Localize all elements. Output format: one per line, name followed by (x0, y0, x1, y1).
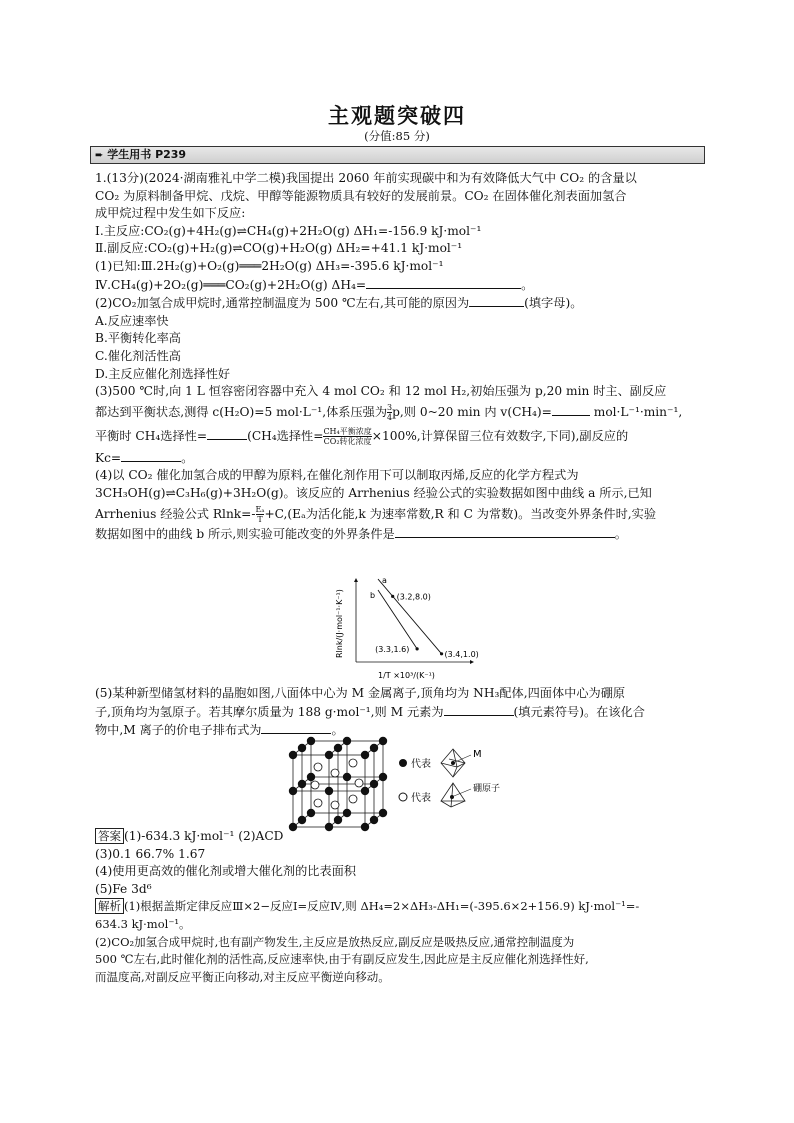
metal-atom (379, 809, 387, 817)
metal-atom (379, 773, 387, 781)
option-d: D.主反应催化剂选择性好 (95, 366, 231, 381)
point-label: (3.2,8.0) (396, 592, 431, 602)
page-title: 主观题突破四 (328, 104, 466, 128)
q5-line-3: 物中,M 离子的价电子排布式为 。 (95, 723, 344, 738)
q2-text: (2)CO₂加氢合成甲烷时,通常控制温度为 500 ℃左右,其可能的原因为 (95, 296, 470, 311)
data-point (416, 647, 419, 650)
y-axis-label: Rlnk/(J·mol⁻¹·K⁻¹) (335, 589, 344, 658)
analysis-line-5: 而温度高,对副反应平衡正向移动,对主反应平衡逆向移动。 (95, 969, 390, 984)
metal-atom (343, 809, 351, 817)
point-label: (3.3,1.6) (375, 644, 410, 654)
frac-den: CO₂转化浓度 (323, 436, 372, 446)
q2-stem (95, 294, 707, 313)
analysis-1: (1)根据盖斯定律反应Ⅲ×2−反应Ⅰ=反应Ⅳ,则 ΔH₄=2×ΔH₃-ΔH₁=(-395.6×2+156.9) kJ·mol⁻¹=- (124, 899, 640, 914)
x-axis-arrow (470, 660, 474, 664)
metal-atom (325, 787, 333, 795)
analysis-line-2: 634.3 kJ·mol⁻¹。 (95, 916, 191, 931)
answer-line-3: (4)使用更高效的催化剂或增大催化剂的比表面积 (95, 864, 357, 879)
q2-tail: (填字母)。 (524, 296, 583, 311)
answer-line-4: (5)Fe 3d⁶ (95, 881, 152, 896)
tetrahedron-center-icon (450, 795, 454, 799)
answer-blank-8[interactable] (261, 721, 331, 734)
crystal-cell-figure (285, 735, 525, 831)
q3-line-3-a: 平衡时 CH₄选择性= (95, 428, 208, 443)
reaction-3: (1)已知:Ⅲ.2H₂(g)+O₂(g)═══2H₂O(g) ΔH₃=-395.6 kJ·mol⁻¹ (95, 258, 444, 273)
point-label: (3.4,1.0) (444, 649, 479, 659)
borohydride-atom (349, 759, 357, 767)
metal-atom (289, 787, 297, 795)
frac-den: T (257, 514, 263, 524)
metal-atom (298, 816, 306, 824)
q1-intro: 1.(13分)(2024·湖南雅礼中学二模)我国提出 2060 年前实现碳中和为有效降低大气中 CO₂ 的含量以 (95, 171, 637, 185)
frac-num: 3 (387, 402, 393, 412)
arrow-right-icon: ➨ (95, 150, 104, 161)
metal-atom (361, 751, 369, 759)
metal-atom (343, 737, 351, 745)
legend-2: 代表 (411, 793, 431, 804)
answer-line-1 (95, 828, 707, 846)
option-a: A.反应速率快 (95, 313, 169, 328)
data-point (440, 652, 443, 655)
q1-intro-3: 成甲烷过程中发生如下反应: (95, 206, 246, 221)
reaction-4: Ⅳ.CH₄(g)+2O₂(g)═══CO₂(g)+2H₂O(g) ΔH₄= 。 (95, 277, 534, 292)
series-label: a (382, 576, 387, 586)
q3-line-2-b: p,则 0~20 min 内 v(CH₄)= (392, 404, 552, 419)
answer-blank-5[interactable] (121, 449, 181, 462)
analysis-line-3: (2)CO₂加氢合成甲烷时,也有副产物发生,主反应是放热反应,副反应是吸热反应,通常控制温度为 (95, 934, 575, 949)
frac-num: Eₐ (255, 504, 265, 514)
y-axis-arrow (354, 578, 358, 582)
answer-blank-7[interactable] (444, 703, 514, 716)
metal-atom (370, 816, 378, 824)
q5-line-2-b: (填元素符号)。在该化合 (513, 704, 645, 719)
question-body (95, 170, 707, 543)
answer-tag: 答案 (95, 828, 124, 844)
metal-atom (370, 744, 378, 752)
borohydride-atom (314, 763, 322, 771)
q3-line-3 (95, 423, 707, 449)
data-point (391, 595, 394, 598)
metal-atom (298, 744, 306, 752)
q5-line-1: (5)某种新型储氢材料的晶胞如图,八面体中心为 M 金属离子,顶角均为 NH₃配体,四面体中心为硼原 (95, 686, 626, 700)
borohydride-atom (355, 779, 363, 787)
legend-1: 代表 (411, 759, 431, 770)
answer-1: (1)-634.3 kJ·mol⁻¹ (2)ACD (124, 829, 284, 843)
answer-blank-3[interactable] (552, 403, 590, 416)
book-reference: 学生用书 P239 (107, 148, 187, 161)
reaction-1: Ⅰ.主反应:CO₂(g)+4H₂(g)⇌CH₄(g)+2H₂O(g) ΔH₁=-156.9 kJ·mol⁻¹ (95, 223, 482, 238)
label-boron: 硼原子 (473, 784, 501, 794)
answer-blank-2[interactable] (469, 294, 524, 307)
series-label: b (370, 591, 376, 601)
reaction-2: Ⅱ.副反应:CO₂(g)+H₂(g)⇌CO(g)+H₂O(g) ΔH₂=+41.1 kJ·mol⁻¹ (95, 241, 463, 256)
borohydride-icon (399, 793, 407, 801)
metal-atom (325, 751, 333, 759)
frac-den: 4 (387, 412, 393, 422)
q3-line-3-c: ×100%,计算保留三位有效数字,下同),副反应的 (371, 428, 629, 443)
metal-atom (343, 773, 351, 781)
answer-blank-6[interactable] (395, 525, 615, 538)
page-subtitle: (分值:85 分) (364, 129, 430, 143)
arrhenius-chart (330, 576, 479, 680)
answer-blank-4[interactable] (207, 427, 247, 440)
reaction-4-text: Ⅳ.CH₄(g)+2O₂(g)═══CO₂(g)+2H₂O(g) ΔH₄= (95, 277, 367, 292)
borohydride-atom (311, 781, 319, 789)
option-b: B.平衡转化率高 (95, 331, 181, 346)
analysis-line-4: 500 ℃左右,此时催化剂的活性高,反应速率快,由于有副反应发生,因此应是主反应催化剂选择性好, (95, 952, 589, 967)
metal-atom (307, 809, 315, 817)
q4-line-1: (4)以 CO₂ 催化加氢合成的甲醇为原料,在催化剂作用下可以制取丙烯,反应的化学方程式为 (95, 468, 579, 483)
metal-atom (334, 744, 342, 752)
q4-line-3-b: +C,(Eₐ为活化能,k 为速率常数,R 和 C 为常数)。当改变外界条件时,实验 (264, 506, 657, 521)
option-c: C.催化剂活性高 (95, 348, 181, 363)
metal-atom (334, 816, 342, 824)
q4-line-4-text: 数据如图中的曲线 b 所示,则实验可能改变的外界条件是 (95, 526, 395, 541)
borohydride-atom (349, 795, 357, 803)
q1-intro-2: CO₂ 为原料制备甲烷、戊烷、甲醇等能源物质具有较好的发展前景。CO₂ 在固体催化剂表面加氢合 (95, 188, 627, 203)
q4-line-4: 数据如图中的曲线 b 所示,则实验可能改变的外界条件是 。 (95, 526, 627, 541)
q3-line-3-b: (CH₄选择性= (247, 428, 324, 443)
label-m: M (473, 749, 482, 760)
metal-atom (298, 780, 306, 788)
x-axis-label: 1/T ×10³/(K⁻¹) (378, 671, 435, 680)
q4-line-3 (95, 503, 707, 525)
q5-line-2 (95, 703, 707, 722)
cell-lattice (293, 741, 383, 827)
q5-line-3-a: 物中,M 离子的价电子排布式为 (95, 723, 262, 738)
analysis-line-1 (95, 898, 707, 916)
metal-ion-icon (399, 759, 407, 767)
octahedron-center-icon (451, 761, 455, 765)
answer-line-2: (3)0.1 66.7% 1.67 (95, 846, 206, 861)
q3-line-2 (95, 401, 707, 423)
q4-line-3-a: Arrhenius 经验公式 Rlnk=- (95, 506, 256, 521)
book-reference-bar (90, 146, 705, 164)
fraction-selectivity (323, 427, 371, 446)
frac-num: CH₄平衡浓度 (323, 426, 372, 436)
metal-atom (307, 737, 315, 745)
series-a-line (378, 579, 442, 654)
q3-line-1: (3)500 ℃时,向 1 L 恒容密闭容器中充入 4 mol CO₂ 和 12 mol H₂,初始压强为 p,20 min 时主、副反应 (95, 384, 667, 399)
borohydride-atom (331, 769, 339, 777)
metal-atom (370, 780, 378, 788)
metal-atom (361, 787, 369, 795)
borohydride-atom (314, 799, 322, 807)
analysis-tag: 解析 (95, 898, 124, 914)
answer-blank-1[interactable] (366, 276, 521, 289)
q4-line-2: 3CH₃OH(g)⇌C₃H₆(g)+3H₂O(g)。该反应的 Arrhenius 经验公式的实验数据如图中曲线 a 所示,已知 (95, 485, 652, 500)
kc-label: Kc= (95, 450, 122, 465)
borohydride-atom (331, 801, 339, 809)
q5-line-2-a: 子,顶角均为氢原子。若其摩尔质量为 188 g·mol⁻¹,则 M 元素为 (95, 704, 444, 719)
q5-body (95, 685, 707, 740)
metal-atom (379, 737, 387, 745)
metal-atom (289, 751, 297, 759)
answer-section (95, 828, 707, 986)
q3-line-4: Kc= 。 (95, 450, 194, 465)
metal-atom (307, 773, 315, 781)
q3-line-2-a: 都达到平衡状态,测得 c(H₂O)=5 mol·L⁻¹,体系压强为 (95, 404, 388, 419)
tetrahedron-icon (441, 783, 465, 807)
q3-unit: mol·L⁻¹·min⁻¹, (593, 404, 683, 419)
